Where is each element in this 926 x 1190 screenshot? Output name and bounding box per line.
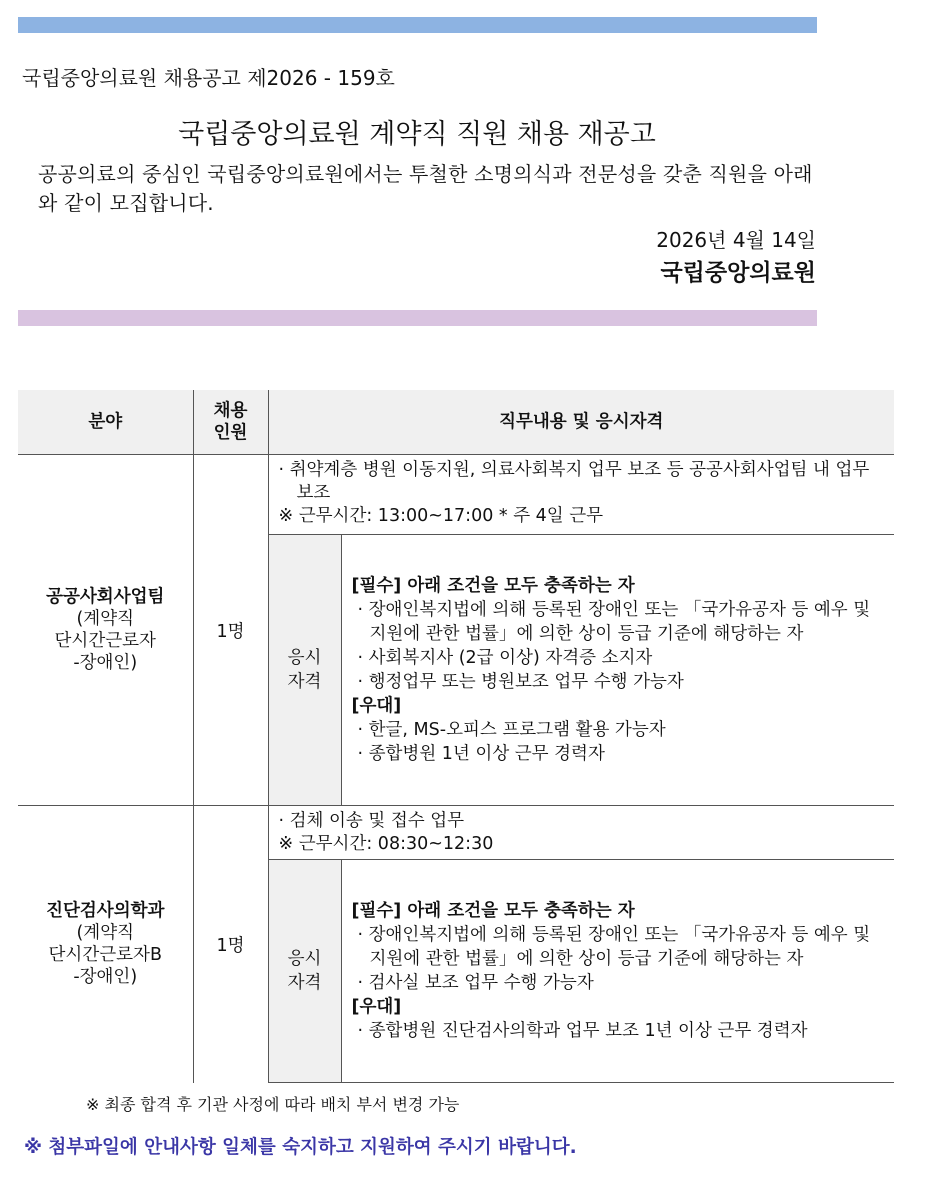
field-name: 공공사회사업팀 xyxy=(46,587,165,607)
organization-name: 국립중앙의료원 xyxy=(660,260,816,286)
qualification-label: 응시 자격 xyxy=(269,535,342,805)
qualification-block xyxy=(269,859,895,1082)
preferred-heading: [우대] xyxy=(351,696,402,716)
header-field: 분야 xyxy=(18,390,193,455)
notice-date: 2026년 4월 14일 xyxy=(656,228,816,252)
field-sub: -장애인) xyxy=(73,967,138,988)
field-sub: (계약직 xyxy=(76,609,135,629)
header-details: 직무내용 및 응시자격 xyxy=(268,390,894,455)
field-cell xyxy=(18,806,193,1083)
page-title: 국립중앙의료원 계약직 직원 채용 재공고 xyxy=(178,119,656,150)
table-row xyxy=(18,806,894,1083)
work-hours: ※ 근무시간: 08:30~12:30 xyxy=(278,834,494,854)
required-heading: [필수] 아래 조건을 모두 충족하는 자 xyxy=(351,901,635,921)
duties xyxy=(269,806,895,856)
duty-item: · 검체 이송 및 접수 업무 xyxy=(278,811,465,831)
duties xyxy=(269,455,895,528)
preferred-heading: [우대] xyxy=(351,997,402,1017)
field-sub: 단시간근로자 xyxy=(54,631,156,651)
qualification-body xyxy=(342,535,895,805)
detail-cell xyxy=(268,806,894,1083)
headcount-cell: 1명 xyxy=(193,455,268,806)
required-item: · 사회복지사 (2급 이상) 자격증 소지자 xyxy=(357,648,653,668)
qualification-block xyxy=(269,534,895,805)
required-item: · 장애인복지법에 의해 등록된 장애인 또는 「국가유공자 등 예우 및 지원에 관한 법률」에 의한 상이 등급 기준에 해당하는 자 xyxy=(357,600,871,644)
headcount-cell: 1명 xyxy=(193,806,268,1083)
preferred-item: · 종합병원 1년 이상 근무 경력자 xyxy=(357,744,605,764)
table-header-row xyxy=(18,390,894,455)
work-hours: ※ 근무시간: 13:00~17:00 * 주 4일 근무 xyxy=(278,506,604,526)
intro-paragraph: 공공의료의 중심인 국립중앙의료원에서는 투철한 소명의식과 전문성을 갖춘 직원을 아래와 같이 모집합니다. xyxy=(38,162,813,215)
required-item: · 검사실 보조 업무 수행 가능자 xyxy=(357,973,594,993)
required-heading: [필수] 아래 조건을 모두 충족하는 자 xyxy=(351,576,635,596)
field-cell xyxy=(18,455,193,806)
detail-cell xyxy=(268,455,894,806)
bottom-divider-bar xyxy=(18,310,817,326)
footnote: ※ 최종 합격 후 기관 사정에 따라 배치 부서 변경 가능 xyxy=(86,1095,460,1114)
header-count: 채용 인원 xyxy=(193,390,268,455)
qualification-label: 응시 자격 xyxy=(269,860,342,1082)
field-sub: (계약직 xyxy=(76,923,135,944)
required-item: · 장애인복지법에 의해 등록된 장애인 또는 「국가유공자 등 예우 및 지원에 관한 법률」에 의한 상이 등급 기준에 해당하는 자 xyxy=(357,925,871,969)
recruitment-table xyxy=(18,390,894,1083)
preferred-item: · 한글, MS-오피스 프로그램 활용 가능자 xyxy=(357,720,666,740)
preferred-item: · 종합병원 진단검사의학과 업무 보조 1년 이상 근무 경력자 xyxy=(357,1021,808,1041)
field-name: 진단검사의학과 xyxy=(46,901,165,922)
qualification-body xyxy=(342,860,895,1082)
top-divider-bar xyxy=(18,17,817,33)
field-sub: 단시간근로자B xyxy=(48,945,162,966)
application-notice: ※ 첨부파일에 안내사항 일체를 숙지하고 지원하여 주시기 바랍니다. xyxy=(24,1137,577,1158)
duty-item: · 취약계층 병원 이동지원, 의료사회복지 업무 보조 등 공공사회사업팀 내 업무 보조 xyxy=(278,460,870,503)
notice-number: 국립중앙의료원 채용공고 제2026 - 159호 xyxy=(22,66,395,90)
table-row xyxy=(18,455,894,806)
field-sub: -장애인) xyxy=(73,653,138,673)
required-item: · 행정업무 또는 병원보조 업무 수행 가능자 xyxy=(357,672,684,692)
